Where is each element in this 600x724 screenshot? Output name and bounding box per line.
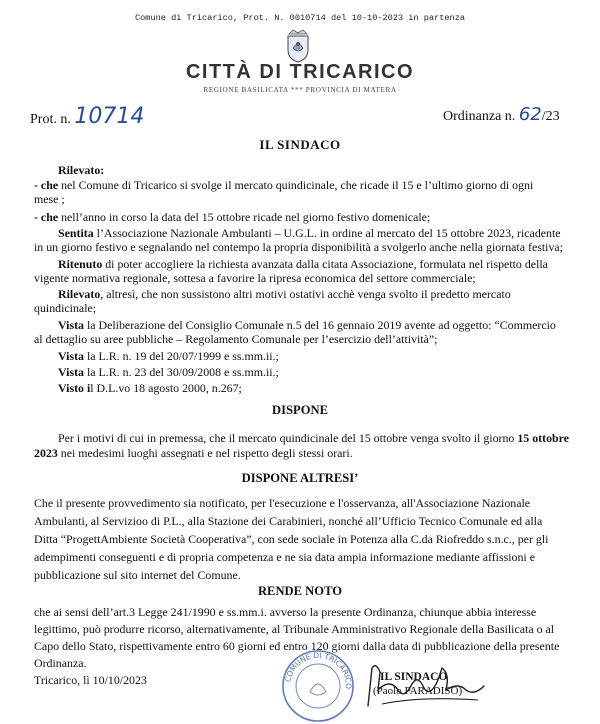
rilevato-line-1-cont: mese ; — [34, 192, 65, 206]
rilevato2-line-1: Rilevato, altresì, che non sussistono altri motivi ostativi acchè venga svolto il predetto mercato — [58, 287, 511, 301]
municipal-seal-icon — [280, 648, 356, 724]
altresi-line: Ambulanti, al Servizioo di P.L., alla Stazione dei Carabinieri, nonché all’Ufficio Tecnico Comunale ed alla — [34, 514, 543, 528]
visto-line: Visto il D.L.vo 18 agosto 2000, n.267; — [58, 381, 242, 395]
sentita-line-1: Sentita l’Associazione Nazionale Ambulanti – U.G.L. in ordine al mercato del 15 ottobre 2023, ricadente — [58, 226, 561, 240]
protocol-number-field — [30, 104, 144, 129]
rende-noto-line: Capo dello Stato, rispettivamente entro 60 giorni ed entro 120 giorni dalla data di pubblicazione della presente — [34, 639, 560, 653]
document-title: IL SINDACO — [259, 137, 341, 152]
sentita-line-2: in un giorno festivo e segnalando nel contempo la propria disponibilità a svolgerlo anche nella giornata festiva; — [34, 240, 563, 254]
rilevato-line-1: - che nel Comune di Tricarico si svolge il mercato quindicinale, che ricade il 15 e l’ultimo giorno di ogni — [34, 178, 534, 192]
ordinance-year: /23 — [541, 109, 560, 124]
vista1-line-1: Vista la Deliberazione del Consiglio Comunale n.5 del 16 gennaio 2019 avente ad oggetto: “Commercio — [58, 318, 556, 332]
dispone-altresi-heading: DISPONE ALTRESI’ — [241, 471, 359, 485]
place-date: Tricarico, lì 10/10/2023 — [34, 673, 147, 687]
rende-noto-line: Ordinanza. — [34, 656, 87, 670]
rilevato2-line-2: quindicinale; — [34, 301, 97, 315]
ritenuto-line-1: Ritenuto di poter accogliere la richiesta avanzata dalla citata Associazione, formulata nel rispetto della — [58, 257, 548, 271]
rilevato-label: Rilevato: — [58, 163, 105, 177]
rende-noto-heading: RENDE NOTO — [257, 584, 343, 598]
city-name: CITTÀ DI TRICARICO — [185, 61, 415, 83]
dispone-line-1: Per i motivi di cui in premessa, che il mercato quindicinale del 15 ottobre venga svolto il giorno 15 ottobre — [58, 431, 569, 445]
ordinance-number: 62 — [518, 104, 542, 125]
altresi-line: pubblicazione sul sito internet del Comune. — [34, 568, 241, 582]
ordinance-number-field — [443, 104, 560, 125]
vista3-line: Vista la L.R. n. 23 del 30/09/2008 e ss.mm.ii.; — [58, 365, 279, 379]
vista1-line-2: al dettaglio su aree pubbliche – Regolamento Comunale per l’esercizio dell’attività”; — [34, 332, 438, 346]
altresi-line: Che il presente provvedimento sia notificato, per l'esecuzione e l'osservanza, all'Associazione Nazionale — [34, 496, 531, 510]
signatory-title: IL SINDACO — [380, 671, 448, 683]
altresi-line: Ditta “ProgettAmbiente Società Cooperativa”, con sede sociale in Potenza alla C.da Riofreddo s.n.c., per gli — [34, 532, 549, 546]
rende-noto-line: che ai sensi dell’art.3 Legge 241/1990 e ss.mm.i. avverso la presente Ordinanza, chiunque abbia interesse — [34, 605, 537, 619]
altresi-line: adempimenti conseguenti e di propria competenza e ne sia data ampia informazione mediante affissioni e — [34, 550, 535, 564]
dispone-heading: DISPONE — [272, 403, 328, 417]
svg-text:COMUNE DI TRICARICO: COMUNE DI TRICARICO — [283, 650, 354, 690]
ordinance-label: Ordinanza n. — [443, 109, 516, 124]
rilevato-line-2: - che nell’anno in corso la data del 15 ottobre ricade nel giorno festivo domenicale; — [34, 210, 431, 224]
protocol-number: 10714 — [74, 104, 145, 129]
vista2-line: Vista la L.R. n. 19 del 20/07/1999 e ss.mm.ii.; — [58, 349, 279, 363]
dispone-line-2: 2023 nei medesimi luoghi assegnati e nel rispetto degli stessi orari. — [34, 446, 353, 460]
rende-noto-line: legittimo, può produrre ricorso, alternativamente, al Tribunale Amministrativo Regionale della Basilicata o al — [34, 622, 555, 636]
signatory-name: (Paolo PARADISO) — [373, 685, 463, 697]
region-line: REGIONE BASILICATA *** PROVINCIA DI MATERA — [203, 86, 397, 94]
protocol-label: Prot. n. — [30, 112, 71, 127]
ritenuto-line-2: vigente normativa regionale, sottesa a favorire la ripresa economica del settore commerciale; — [34, 271, 476, 285]
protocol-header: Comune di Tricarico, Prot. N. 0010714 del 10-10-2023 in partenza — [134, 13, 466, 23]
handwritten-signature — [360, 660, 490, 710]
coat-of-arms-icon — [284, 28, 312, 64]
